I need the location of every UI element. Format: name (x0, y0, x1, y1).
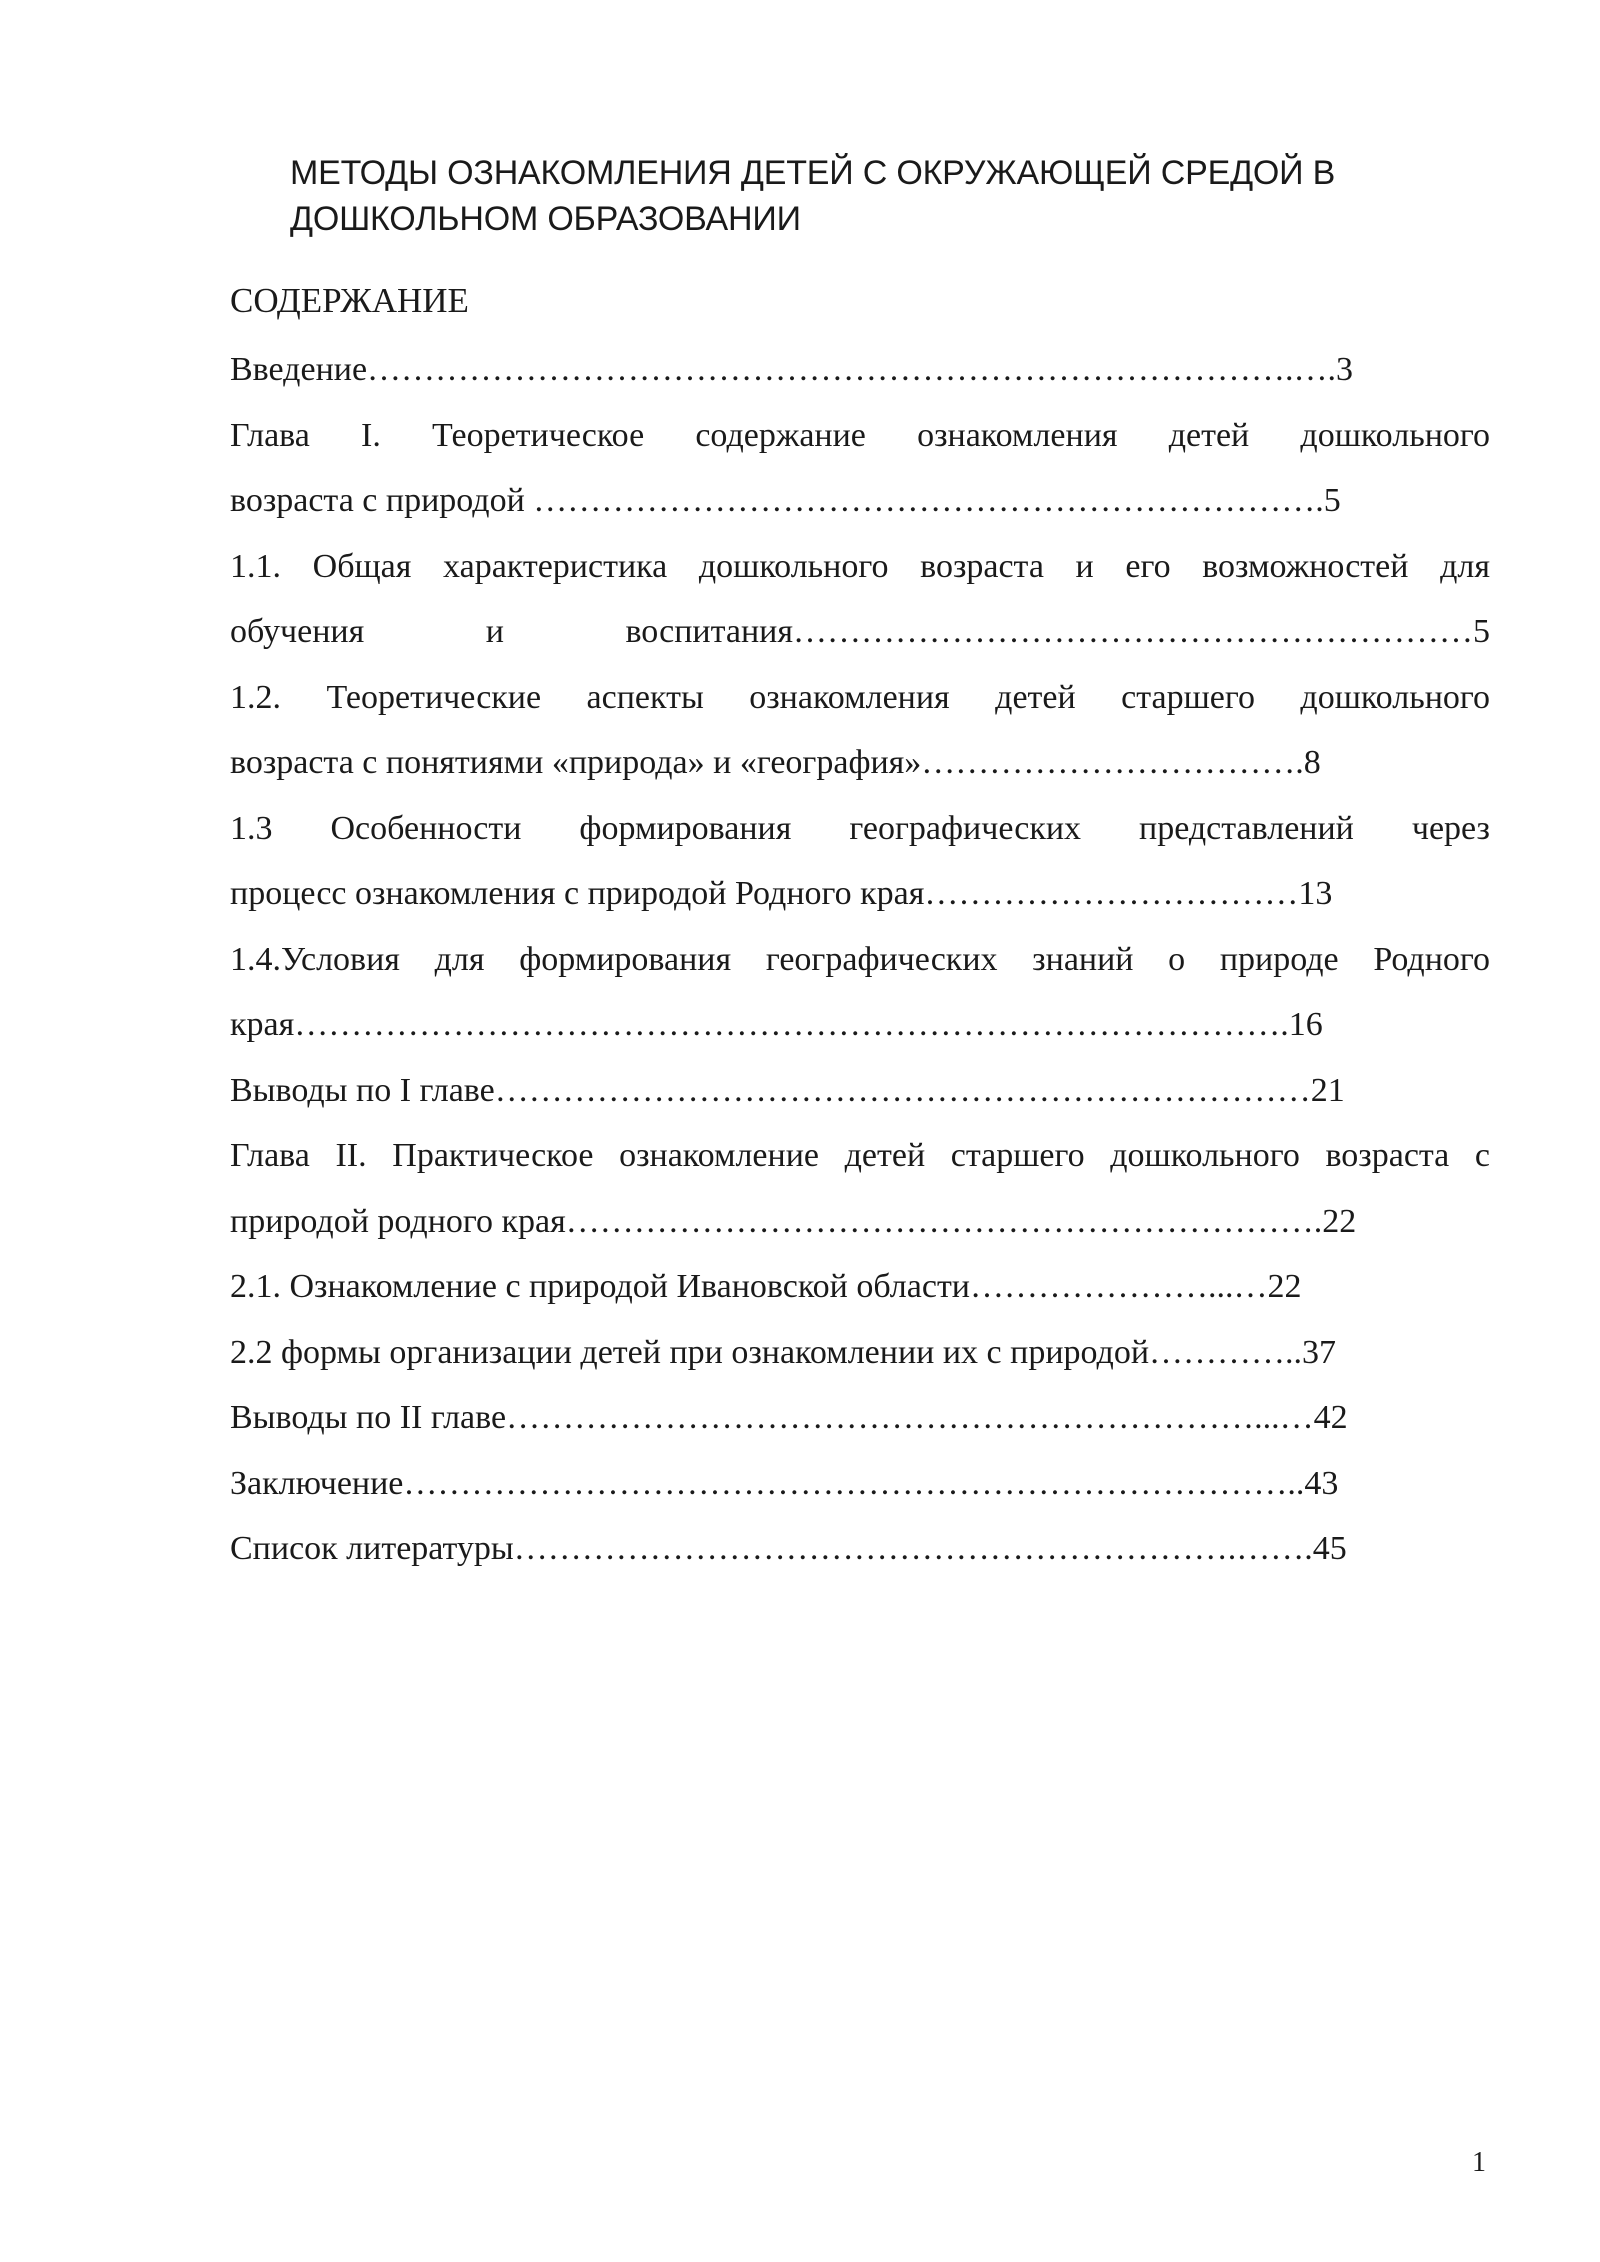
toc-entry-1-2-line-2: возраста с понятиями «природа» и «география»…………………………….8 (230, 744, 1321, 781)
toc-entry-bibliography: Список литературы……………………………………………………….…….45 (230, 1530, 1347, 1567)
contents-heading: СОДЕРЖАНИЕ (230, 281, 469, 320)
toc-entry-chapter-1-line-1: Глава I. Теоретическое содержание ознакомления детей дошкольного (230, 416, 1490, 454)
page-number: 1 (1472, 2147, 1486, 2178)
toc-entry-1-1-line-1: 1.1. Общая характеристика дошкольного возраста и его возможностей для (230, 547, 1490, 585)
toc-entry-conclusion: Заключение……………………………………………………………………..43 (230, 1464, 1339, 1502)
document-title-line-1: МЕТОДЫ ОЗНАКОМЛЕНИЯ ДЕТЕЙ С ОКРУЖАЮЩЕЙ СРЕДОЙ В (290, 154, 1336, 192)
toc-entry-2-2: 2.2 формы организации детей при ознакомлении их с природой…………..37 (230, 1333, 1337, 1371)
toc-entry-1-1-line-2: обучения и воспитания……………………………………………………5 (230, 613, 1490, 650)
toc-entry-1-2-line-1: 1.2. Теоретические аспекты ознакомления детей старшего дошкольного (230, 678, 1490, 716)
toc-entry-1-4-line-2: края…………………………………………………………………………….16 (230, 1006, 1323, 1043)
document-title-line-2: ДОШКОЛЬНОМ ОБРАЗОВАНИИ (290, 200, 801, 238)
toc-entry-2-1: 2.1. Ознакомление с природой Ивановской области…………………...…22 (230, 1268, 1302, 1305)
toc-entry-chapter-2-line-2: природой родного края………………………………………………………….22 (230, 1202, 1357, 1240)
table-of-contents (230, 337, 1490, 1582)
document-title (290, 150, 1510, 242)
toc-entry-conclusions-chapter-1: Выводы по I главе………………………………………………………………21 (230, 1071, 1345, 1109)
toc-entry-1-3-line-2: процесс ознакомления с природой Родного края……………………………13 (230, 875, 1333, 912)
toc-entry-1-3-line-1: 1.3 Особенности формирования географических представлений через (230, 809, 1490, 847)
toc-entry-conclusions-chapter-2: Выводы по II главе…………………………………………………………...…42 (230, 1399, 1348, 1436)
toc-entry-chapter-2-line-1: Глава II. Практическое ознакомление детей старшего дошкольного возраста с (230, 1137, 1490, 1174)
toc-entry-introduction: Введение……………………………………………………………………….….3 (230, 351, 1354, 388)
toc-entry-1-4-line-1: 1.4.Условия для формирования географических знаний о природе Родного (230, 940, 1490, 978)
toc-entry-chapter-1-line-2: возраста с природой …………………………………………………………….5 (230, 482, 1341, 519)
